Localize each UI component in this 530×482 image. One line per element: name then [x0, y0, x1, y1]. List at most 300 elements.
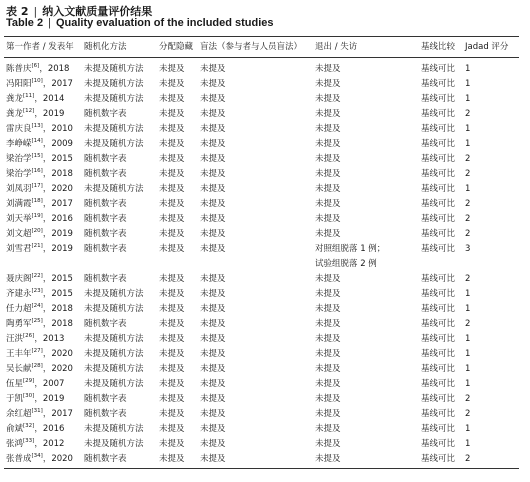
caption-en-title: Quality evaluation of the included studies — [55, 17, 274, 29]
cell-baseline: 基线可比 — [421, 439, 456, 449]
cell-jadad: 3 — [465, 244, 471, 254]
reference-number: [17] — [31, 183, 43, 190]
cell-author-year — [6, 167, 73, 182]
cell-blinding: 未提及 — [200, 124, 226, 134]
reference-number: [14] — [31, 138, 43, 145]
author-name: 任力超 — [6, 304, 32, 314]
cell-blinding: 未提及 — [200, 64, 226, 74]
comma-separator: ， — [34, 379, 43, 389]
cell-author-year — [6, 152, 73, 167]
cell-dropout: 未提及 — [315, 184, 341, 194]
cell-randomization: 未提及随机方法 — [84, 139, 144, 149]
comma-separator: ， — [42, 349, 52, 359]
publication-year: 2020 — [51, 349, 73, 359]
cell-jadad: 1 — [465, 184, 471, 194]
cell-allocation-concealment: 未提及 — [159, 169, 185, 179]
author-name: 龚龙 — [6, 94, 24, 104]
reference-number: [25] — [31, 318, 43, 325]
cell-dropout: 未提及 — [315, 214, 341, 224]
cell-author-year — [6, 377, 64, 392]
cell-allocation-concealment: 未提及 — [159, 94, 185, 104]
cell-allocation-concealment: 未提及 — [159, 229, 185, 239]
cell-blinding: 未提及 — [200, 244, 226, 254]
cell-allocation-concealment: 未提及 — [159, 109, 185, 119]
caption-en — [6, 17, 274, 29]
author-name: 刘满霞 — [6, 199, 32, 209]
cell-randomization: 随机数字表 — [84, 409, 127, 419]
cell-baseline: 基线可比 — [421, 139, 456, 149]
comma-separator: ， — [34, 109, 43, 119]
author-name: 张普成 — [6, 454, 32, 464]
cell-blinding: 未提及 — [200, 94, 226, 104]
author-name: 伍星 — [6, 379, 24, 389]
cell-blinding: 未提及 — [200, 169, 226, 179]
cell-jadad: 2 — [465, 409, 471, 419]
reference-number: [26] — [23, 333, 35, 340]
author-name: 吴长献 — [6, 364, 32, 374]
cell-blinding: 未提及 — [200, 439, 226, 449]
cell-randomization: 随机数字表 — [84, 394, 127, 404]
cell-author-year — [6, 62, 69, 77]
reference-number: [12] — [23, 108, 35, 115]
cell-jadad: 2 — [465, 214, 471, 224]
cell-randomization: 未提及随机方法 — [84, 424, 144, 434]
cell-dropout: 未提及 — [315, 424, 341, 434]
cell-allocation-concealment: 未提及 — [159, 214, 185, 224]
cell-author-year — [6, 332, 64, 347]
comma-separator: ， — [42, 124, 52, 134]
publication-year: 2016 — [42, 424, 65, 434]
cell-randomization: 未提及随机方法 — [84, 124, 144, 134]
comma-separator: ， — [42, 169, 52, 179]
cell-author-year — [6, 77, 73, 92]
cell-dropout: 未提及 — [315, 349, 341, 359]
cell-baseline: 基线可比 — [421, 304, 456, 314]
cell-author-year — [6, 407, 73, 422]
cell-allocation-concealment: 未提及 — [159, 154, 185, 164]
comma-separator: ， — [34, 424, 43, 434]
cell-allocation-concealment: 未提及 — [159, 79, 185, 89]
reference-number: [27] — [31, 348, 43, 355]
cell-baseline: 基线可比 — [421, 109, 456, 119]
table-bottom-rule — [4, 468, 519, 469]
cell-allocation-concealment: 未提及 — [159, 184, 185, 194]
author-name: 于凯 — [6, 394, 24, 404]
comma-separator: ， — [34, 394, 43, 404]
cell-baseline: 基线可比 — [421, 154, 456, 164]
cell-baseline: 基线可比 — [421, 349, 456, 359]
cell-randomization: 随机数字表 — [84, 454, 127, 464]
comma-separator: ， — [34, 439, 43, 449]
comma-separator: ， — [39, 64, 48, 74]
cell-allocation-concealment: 未提及 — [159, 244, 185, 254]
cell-randomization: 随机数字表 — [84, 274, 127, 284]
publication-year: 2019 — [51, 244, 73, 254]
author-name: 俞斌 — [6, 424, 24, 434]
cell-jadad: 1 — [465, 379, 471, 389]
header-randomization: 随机化方法 — [84, 42, 127, 52]
comma-separator: ， — [42, 79, 52, 89]
cell-randomization: 未提及随机方法 — [84, 289, 144, 299]
cell-blinding: 未提及 — [200, 364, 226, 374]
reference-number: [29] — [23, 378, 35, 385]
cell-baseline: 基线可比 — [421, 244, 456, 254]
cell-baseline: 基线可比 — [421, 169, 456, 179]
cell-randomization: 随机数字表 — [84, 109, 127, 119]
header-blinding: 盲法（参与者与人员盲法） — [200, 42, 303, 52]
cell-blinding: 未提及 — [200, 109, 226, 119]
cell-randomization: 随机数字表 — [84, 229, 127, 239]
reference-number: [33] — [23, 438, 35, 445]
cell-author-year — [6, 452, 73, 467]
cell-jadad: 1 — [465, 124, 471, 134]
cell-randomization: 随机数字表 — [84, 319, 127, 329]
cell-dropout: 未提及 — [315, 409, 341, 419]
cell-author-year — [6, 92, 64, 107]
publication-year: 2018 — [47, 64, 70, 74]
reference-number: [21] — [31, 243, 43, 250]
author-name: 刘凤羽 — [6, 184, 32, 194]
cell-jadad: 2 — [465, 199, 471, 209]
cell-allocation-concealment: 未提及 — [159, 334, 185, 344]
cell-author-year — [6, 437, 64, 452]
cell-blinding: 未提及 — [200, 454, 226, 464]
reference-number: [28] — [31, 363, 43, 370]
publication-year: 2007 — [42, 379, 65, 389]
cell-allocation-concealment: 未提及 — [159, 304, 185, 314]
publication-year: 2020 — [51, 364, 73, 374]
comma-separator: ， — [42, 139, 52, 149]
cell-jadad: 1 — [465, 139, 471, 149]
author-name: 刘文超 — [6, 229, 32, 239]
cell-jadad: 1 — [465, 439, 471, 449]
cell-randomization: 未提及随机方法 — [84, 79, 144, 89]
cell-dropout: 未提及 — [315, 319, 341, 329]
reference-number: [20] — [31, 228, 43, 235]
cell-blinding: 未提及 — [200, 229, 226, 239]
cell-author-year — [6, 122, 73, 137]
cell-randomization: 未提及随机方法 — [84, 349, 144, 359]
cell-jadad: 2 — [465, 394, 471, 404]
cell-dropout: 未提及 — [315, 199, 341, 209]
cell-dropout: 未提及 — [315, 454, 341, 464]
cell-dropout-continued: 试验组脱落 2 例 — [315, 259, 377, 269]
author-name: 张鸿 — [6, 439, 24, 449]
cell-randomization: 未提及随机方法 — [84, 439, 144, 449]
cell-dropout: 未提及 — [315, 139, 341, 149]
publication-year: 2019 — [42, 394, 65, 404]
cell-baseline: 基线可比 — [421, 394, 456, 404]
cell-jadad: 2 — [465, 454, 471, 464]
cell-jadad: 1 — [465, 79, 471, 89]
comma-separator: ， — [42, 304, 52, 314]
cell-author-year — [6, 197, 73, 212]
comma-separator: ， — [42, 184, 52, 194]
cell-blinding: 未提及 — [200, 379, 226, 389]
publication-year: 2014 — [42, 94, 65, 104]
comma-separator: ， — [42, 274, 52, 284]
cell-author-year — [6, 422, 64, 437]
cell-dropout: 未提及 — [315, 124, 341, 134]
cell-allocation-concealment: 未提及 — [159, 439, 185, 449]
cell-jadad: 1 — [465, 64, 471, 74]
author-name: 刘雪君 — [6, 244, 32, 254]
reference-number: [19] — [31, 213, 43, 220]
cell-randomization: 未提及随机方法 — [84, 334, 144, 344]
cell-randomization: 随机数字表 — [84, 244, 127, 254]
cell-baseline: 基线可比 — [421, 229, 456, 239]
cell-dropout: 未提及 — [315, 439, 341, 449]
reference-number: [32] — [23, 423, 35, 430]
cell-randomization: 未提及随机方法 — [84, 94, 144, 104]
cell-dropout: 未提及 — [315, 379, 341, 389]
comma-separator: ， — [42, 154, 52, 164]
author-name: 汪洪 — [6, 334, 24, 344]
caption-en-label: Table 2 — [6, 17, 44, 29]
cell-jadad: 1 — [465, 289, 471, 299]
author-name: 梁治学 — [6, 169, 32, 179]
cell-dropout: 未提及 — [315, 289, 341, 299]
cell-dropout: 未提及 — [315, 394, 341, 404]
cell-dropout: 未提及 — [315, 169, 341, 179]
publication-year: 2017 — [51, 199, 73, 209]
cell-allocation-concealment: 未提及 — [159, 349, 185, 359]
publication-year: 2017 — [51, 79, 73, 89]
table-header-rule — [4, 57, 519, 58]
reference-number: [18] — [31, 198, 43, 205]
cell-blinding: 未提及 — [200, 199, 226, 209]
cell-dropout: 未提及 — [315, 79, 341, 89]
cell-blinding: 未提及 — [200, 214, 226, 224]
header-allocation-concealment: 分配隐藏 — [159, 42, 194, 52]
reference-number: [16] — [31, 168, 43, 175]
cell-baseline: 基线可比 — [421, 454, 456, 464]
reference-number: [23] — [31, 288, 43, 295]
author-name: 聂庆阁 — [6, 274, 32, 284]
publication-year: 2016 — [51, 214, 73, 224]
cell-baseline: 基线可比 — [421, 214, 456, 224]
cell-jadad: 1 — [465, 349, 471, 359]
cell-randomization: 未提及随机方法 — [84, 304, 144, 314]
author-name: 陶勇军 — [6, 319, 32, 329]
reference-number: [10] — [31, 78, 43, 85]
comma-separator: ， — [42, 244, 52, 254]
cell-baseline: 基线可比 — [421, 79, 456, 89]
cell-baseline: 基线可比 — [421, 274, 456, 284]
reference-number: [31] — [31, 408, 43, 415]
table-top-rule — [4, 36, 519, 37]
reference-number: [34] — [31, 453, 43, 460]
cell-blinding: 未提及 — [200, 289, 226, 299]
publication-year: 2009 — [51, 139, 73, 149]
cell-baseline: 基线可比 — [421, 289, 456, 299]
reference-number: [6] — [31, 63, 40, 70]
author-name: 梁治学 — [6, 154, 32, 164]
author-name: 余红超 — [6, 409, 32, 419]
cell-blinding: 未提及 — [200, 319, 226, 329]
comma-separator: ， — [42, 454, 52, 464]
comma-separator: ， — [42, 364, 52, 374]
cell-author-year — [6, 227, 73, 242]
cell-blinding: 未提及 — [200, 304, 226, 314]
cell-jadad: 2 — [465, 229, 471, 239]
caption-separator: | — [33, 5, 38, 18]
publication-year: 2019 — [42, 109, 65, 119]
reference-number: [13] — [31, 123, 43, 130]
author-name: 冯阳阳 — [6, 79, 32, 89]
header-dropout: 退出 / 失访 — [315, 42, 358, 52]
cell-author-year — [6, 362, 73, 377]
cell-randomization: 随机数字表 — [84, 214, 127, 224]
cell-baseline: 基线可比 — [421, 409, 456, 419]
publication-year: 2013 — [42, 334, 65, 344]
cell-allocation-concealment: 未提及 — [159, 289, 185, 299]
publication-year: 2020 — [51, 184, 73, 194]
cell-jadad: 1 — [465, 304, 471, 314]
cell-allocation-concealment: 未提及 — [159, 394, 185, 404]
publication-year: 2018 — [51, 319, 73, 329]
publication-year: 2010 — [51, 124, 73, 134]
cell-author-year — [6, 242, 73, 257]
cell-blinding: 未提及 — [200, 139, 226, 149]
caption-separator: | — [48, 17, 51, 29]
cell-jadad: 2 — [465, 319, 471, 329]
publication-year: 2017 — [51, 409, 73, 419]
comma-separator: ， — [42, 289, 52, 299]
reference-number: [30] — [23, 393, 35, 400]
cell-baseline: 基线可比 — [421, 124, 456, 134]
cell-randomization: 未提及随机方法 — [84, 184, 144, 194]
cell-blinding: 未提及 — [200, 154, 226, 164]
cell-blinding: 未提及 — [200, 184, 226, 194]
cell-blinding: 未提及 — [200, 409, 226, 419]
publication-year: 2018 — [51, 169, 73, 179]
author-name: 刘天举 — [6, 214, 32, 224]
cell-blinding: 未提及 — [200, 274, 226, 284]
cell-baseline: 基线可比 — [421, 94, 456, 104]
cell-baseline: 基线可比 — [421, 364, 456, 374]
caption-cn-title: 纳入文献质量评价结果 — [42, 5, 153, 18]
cell-allocation-concealment: 未提及 — [159, 319, 185, 329]
cell-blinding: 未提及 — [200, 424, 226, 434]
comma-separator: ， — [34, 334, 43, 344]
cell-allocation-concealment: 未提及 — [159, 64, 185, 74]
publication-year: 2020 — [51, 454, 73, 464]
cell-allocation-concealment: 未提及 — [159, 454, 185, 464]
comma-separator: ， — [42, 199, 52, 209]
cell-author-year — [6, 272, 73, 287]
cell-baseline: 基线可比 — [421, 184, 456, 194]
cell-baseline: 基线可比 — [421, 64, 456, 74]
cell-dropout: 未提及 — [315, 364, 341, 374]
cell-allocation-concealment: 未提及 — [159, 379, 185, 389]
cell-author-year — [6, 212, 73, 227]
publication-year: 2018 — [51, 304, 73, 314]
header-jadad: Jadad 评分 — [465, 42, 509, 52]
cell-author-year — [6, 392, 64, 407]
cell-allocation-concealment: 未提及 — [159, 274, 185, 284]
cell-randomization: 未提及随机方法 — [84, 379, 144, 389]
cell-randomization: 随机数字表 — [84, 154, 127, 164]
cell-jadad: 1 — [465, 424, 471, 434]
cell-dropout: 未提及 — [315, 229, 341, 239]
cell-dropout: 对照组脱落 1 例； — [315, 244, 386, 254]
cell-randomization: 未提及随机方法 — [84, 364, 144, 374]
reference-number: [11] — [23, 93, 35, 100]
author-name: 李峥嵘 — [6, 139, 32, 149]
author-name: 龚龙 — [6, 109, 24, 119]
reference-number: [22] — [31, 273, 43, 280]
author-name: 雷庆良 — [6, 124, 32, 134]
cell-author-year — [6, 302, 73, 317]
header-author-year: 第一作者 / 发表年 — [6, 42, 74, 52]
publication-year: 2015 — [51, 154, 73, 164]
cell-allocation-concealment: 未提及 — [159, 364, 185, 374]
cell-allocation-concealment: 未提及 — [159, 199, 185, 209]
author-name: 王丰年 — [6, 349, 32, 359]
publication-year: 2015 — [51, 289, 73, 299]
cell-author-year — [6, 182, 73, 197]
cell-author-year — [6, 317, 73, 332]
cell-randomization: 随机数字表 — [84, 169, 127, 179]
cell-jadad: 2 — [465, 169, 471, 179]
cell-jadad: 1 — [465, 94, 471, 104]
cell-blinding: 未提及 — [200, 79, 226, 89]
cell-author-year — [6, 287, 73, 302]
cell-dropout: 未提及 — [315, 304, 341, 314]
cell-jadad: 2 — [465, 109, 471, 119]
cell-dropout: 未提及 — [315, 94, 341, 104]
author-name: 陈普庆 — [6, 64, 32, 74]
cell-dropout: 未提及 — [315, 64, 341, 74]
cell-allocation-concealment: 未提及 — [159, 409, 185, 419]
cell-author-year — [6, 347, 73, 362]
cell-randomization: 未提及随机方法 — [84, 64, 144, 74]
cell-dropout: 未提及 — [315, 334, 341, 344]
comma-separator: ， — [42, 214, 52, 224]
publication-year: 2015 — [51, 274, 73, 284]
cell-allocation-concealment: 未提及 — [159, 124, 185, 134]
cell-dropout: 未提及 — [315, 154, 341, 164]
cell-author-year — [6, 107, 64, 122]
cell-blinding: 未提及 — [200, 334, 226, 344]
cell-baseline: 基线可比 — [421, 379, 456, 389]
cell-jadad: 2 — [465, 274, 471, 284]
publication-year: 2012 — [42, 439, 65, 449]
cell-jadad: 2 — [465, 154, 471, 164]
cell-baseline: 基线可比 — [421, 424, 456, 434]
reference-number: [24] — [31, 303, 43, 310]
cell-allocation-concealment: 未提及 — [159, 139, 185, 149]
cell-blinding: 未提及 — [200, 349, 226, 359]
caption-cn-label: 表 2 — [6, 5, 29, 18]
header-baseline: 基线比较 — [421, 42, 456, 52]
comma-separator: ， — [34, 94, 43, 104]
cell-blinding: 未提及 — [200, 394, 226, 404]
cell-baseline: 基线可比 — [421, 199, 456, 209]
author-name: 齐建永 — [6, 289, 32, 299]
cell-jadad: 1 — [465, 364, 471, 374]
comma-separator: ， — [42, 409, 52, 419]
cell-baseline: 基线可比 — [421, 319, 456, 329]
reference-number: [15] — [31, 153, 43, 160]
comma-separator: ， — [42, 229, 52, 239]
cell-dropout: 未提及 — [315, 109, 341, 119]
comma-separator: ， — [42, 319, 52, 329]
cell-jadad: 1 — [465, 334, 471, 344]
cell-randomization: 随机数字表 — [84, 199, 127, 209]
cell-author-year — [6, 137, 73, 152]
